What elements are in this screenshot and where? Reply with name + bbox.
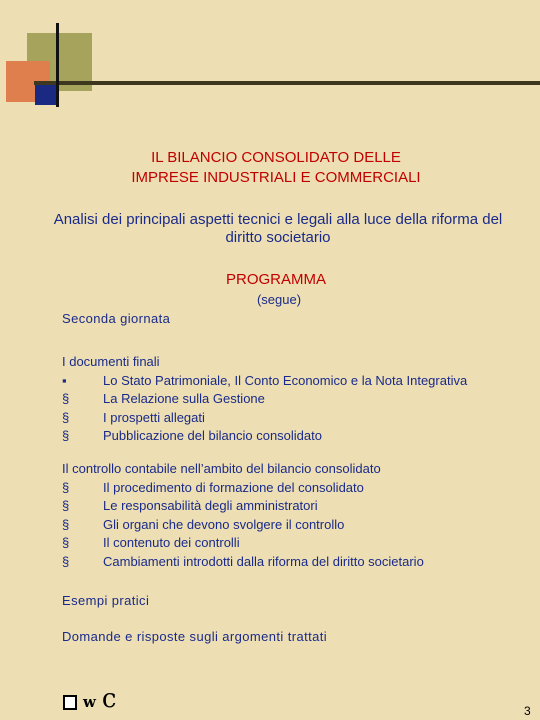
footer-icons — [63, 684, 117, 714]
list-item-text: Pubblicazione del bilancio consolidato — [103, 428, 322, 443]
list-item — [62, 553, 424, 572]
programma-heading: PROGRAMMA — [225, 271, 326, 288]
square-bullet-icon: ▪ — [62, 372, 67, 388]
w-glyph-icon: w — [83, 693, 96, 711]
list-item-text: Il procedimento di formazione del consolidato — [103, 479, 364, 495]
giornata-label: Seconda giornata — [62, 311, 171, 326]
list-item — [62, 479, 424, 498]
list-item — [62, 372, 467, 391]
list-item-text: Il contenuto dei controlli — [103, 535, 240, 550]
section-documenti-finali — [62, 353, 467, 446]
list-item-text: Gli organi che devono svolgere il controllo — [103, 516, 345, 532]
list-item-text: I prospetti allegati — [103, 409, 205, 425]
title-line: IMPRESE INDUSTRIALI E COMMERCIALI — [131, 169, 421, 186]
document-title — [0, 148, 540, 188]
document-subtitle — [28, 211, 528, 247]
title-line: IL BILANCIO CONSOLIDATO DELLE — [151, 149, 401, 166]
section-sign-bullet-icon: § — [62, 479, 70, 495]
decor-vertical-bar — [56, 23, 59, 107]
segue-note: (segue) — [256, 292, 302, 307]
section-sign-bullet-icon: § — [62, 498, 70, 513]
list-item-text: Cambiamenti introdotti dalla riforma del diritto societario — [103, 553, 424, 569]
section-sign-bullet-icon: § — [62, 553, 70, 569]
list-item — [62, 427, 467, 446]
list-item — [62, 409, 467, 428]
section-heading: I documenti finali — [62, 354, 160, 369]
section-heading: Domande e risposte sugli argomenti trattati — [62, 629, 328, 644]
decor-horizontal-bar — [34, 81, 540, 85]
list-item — [62, 534, 424, 553]
section-sign-bullet-icon: § — [62, 409, 70, 425]
section-heading: Il controllo contabile nell’ambito del bilancio consolidato — [62, 461, 381, 476]
list-item — [62, 497, 424, 516]
section-sign-bullet-icon: § — [62, 535, 70, 550]
decor-blue-square — [35, 83, 57, 105]
section-esempi-pratici — [62, 592, 149, 611]
list-item-text: Le responsabilità degli amministratori — [103, 498, 318, 513]
section-sign-bullet-icon: § — [62, 391, 70, 406]
list-item-text: La Relazione sulla Gestione — [103, 391, 265, 406]
list-item-text: Lo Stato Patrimoniale, Il Conto Economico e la Nota Integrativa — [103, 372, 468, 388]
page-number: 3 — [524, 704, 531, 718]
list-item — [62, 390, 467, 409]
section-controllo-contabile — [62, 460, 424, 571]
checkbox-square-icon — [63, 695, 77, 710]
subtitle-line: diritto societario — [225, 229, 331, 246]
c-glyph-icon: c — [101, 684, 117, 714]
section-sign-bullet-icon: § — [62, 428, 70, 443]
list-item — [62, 516, 424, 535]
section-domande-risposte — [62, 628, 327, 647]
section-heading: Esempi pratici — [62, 593, 150, 608]
section-sign-bullet-icon: § — [62, 516, 70, 532]
subtitle-line: Analisi dei principali aspetti tecnici e legali alla luce della riforma del — [53, 211, 503, 228]
